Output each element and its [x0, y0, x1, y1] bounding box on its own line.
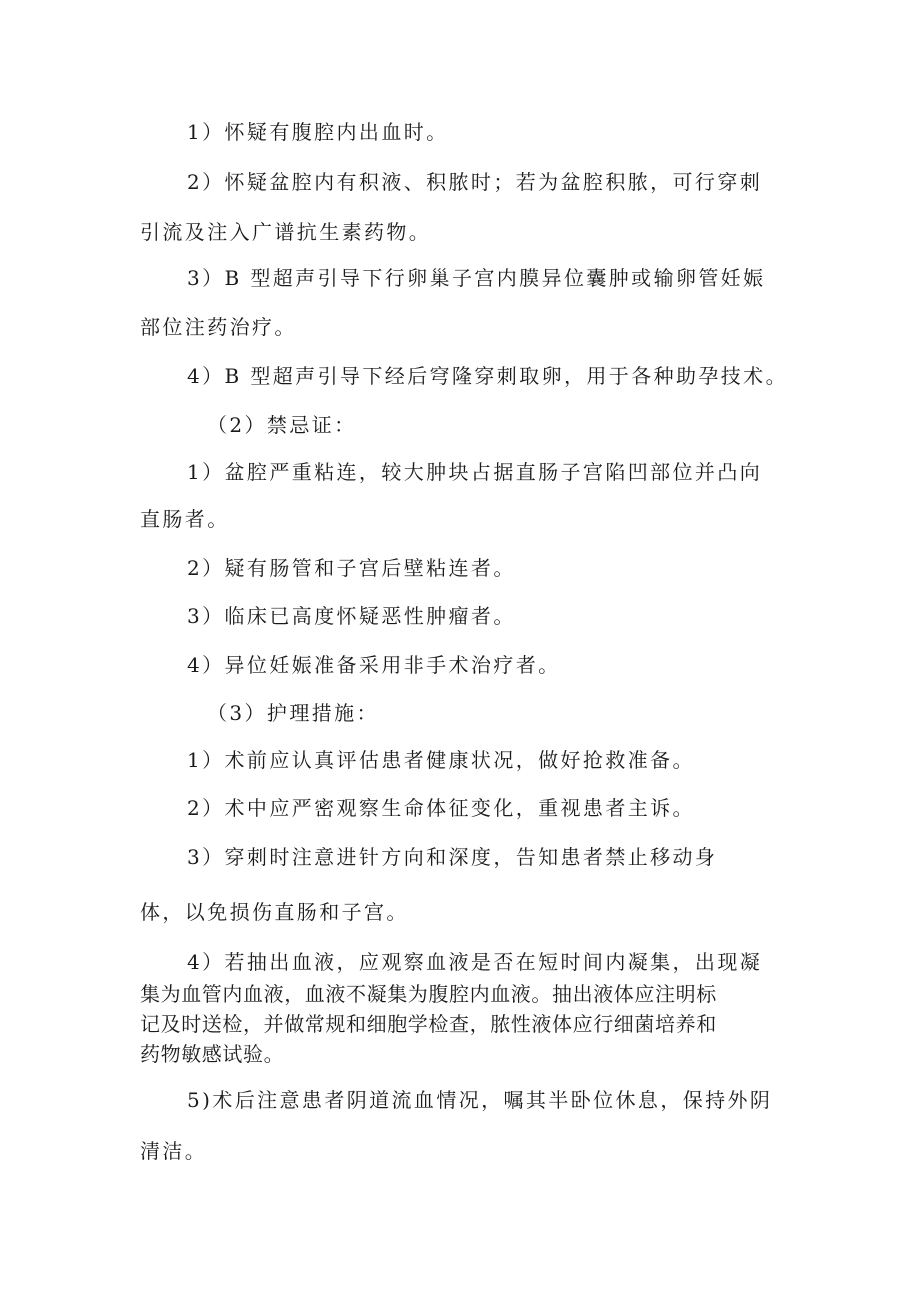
paragraph-line: 2）术中应严密观察生命体征变化，重视患者主诉。	[187, 796, 695, 820]
paragraph-line: 集为血管内血液，血液不凝集为腹腔内血液。抽出液体应注明标	[140, 982, 717, 1006]
paragraph-line: 记及时送检，并做常规和细胞学检查，脓性液体应行细菌培养和	[140, 1012, 717, 1036]
paragraph-line: 4）B 型超声引导下经后穹隆穿刺取卵，用于各种助孕技术。	[187, 364, 788, 388]
paragraph-line: 4）若抽出血液，应观察血液是否在短时间内凝集，出现凝	[187, 950, 763, 974]
paragraph-line: 1）术前应认真评估患者健康状况，做好抢救准备。	[187, 748, 695, 772]
paragraph-line: 清洁。	[140, 1139, 208, 1163]
paragraph-line: 2）疑有肠管和子宫后壁粘连者。	[187, 556, 516, 580]
paragraph-line: 3）B 型超声引导下行卵巢子宫内膜异位囊肿或输卵管妊娠	[187, 266, 766, 290]
paragraph-line: 体，以免损伤直肠和子宫。	[140, 900, 409, 924]
paragraph-line: 2）怀疑盆腔内有积液、积脓时；若为盆腔积脓，可行穿刺	[187, 170, 763, 194]
paragraph-line: 3）临床已高度怀疑恶性肿瘤者。	[187, 604, 516, 628]
section-heading: （3）护理措施：	[207, 701, 379, 725]
paragraph-line: 部位注药治疗。	[140, 315, 297, 339]
section-heading: （2）禁忌证：	[207, 413, 357, 437]
paragraph-line: 1）怀疑有腹腔内出血时。	[187, 120, 449, 144]
paragraph-line: 药物敏感试验。	[140, 1042, 285, 1066]
paragraph-line: 4）异位妊娠准备采用非手术治疗者。	[187, 653, 561, 677]
paragraph-line: 5)术后注意患者阴道流血情况，嘱其半卧位休息，保持外阴	[187, 1088, 773, 1112]
paragraph-line: 3）穿刺时注意进针方向和深度，告知患者禁止移动身	[187, 845, 718, 869]
paragraph-line: 1）盆腔严重粘连，较大肿块占据直肠子宫陷凹部位并凸向	[187, 460, 763, 484]
paragraph-line: 直肠者。	[140, 507, 230, 531]
paragraph-line: 引流及注入广谱抗生素药物。	[140, 220, 432, 244]
